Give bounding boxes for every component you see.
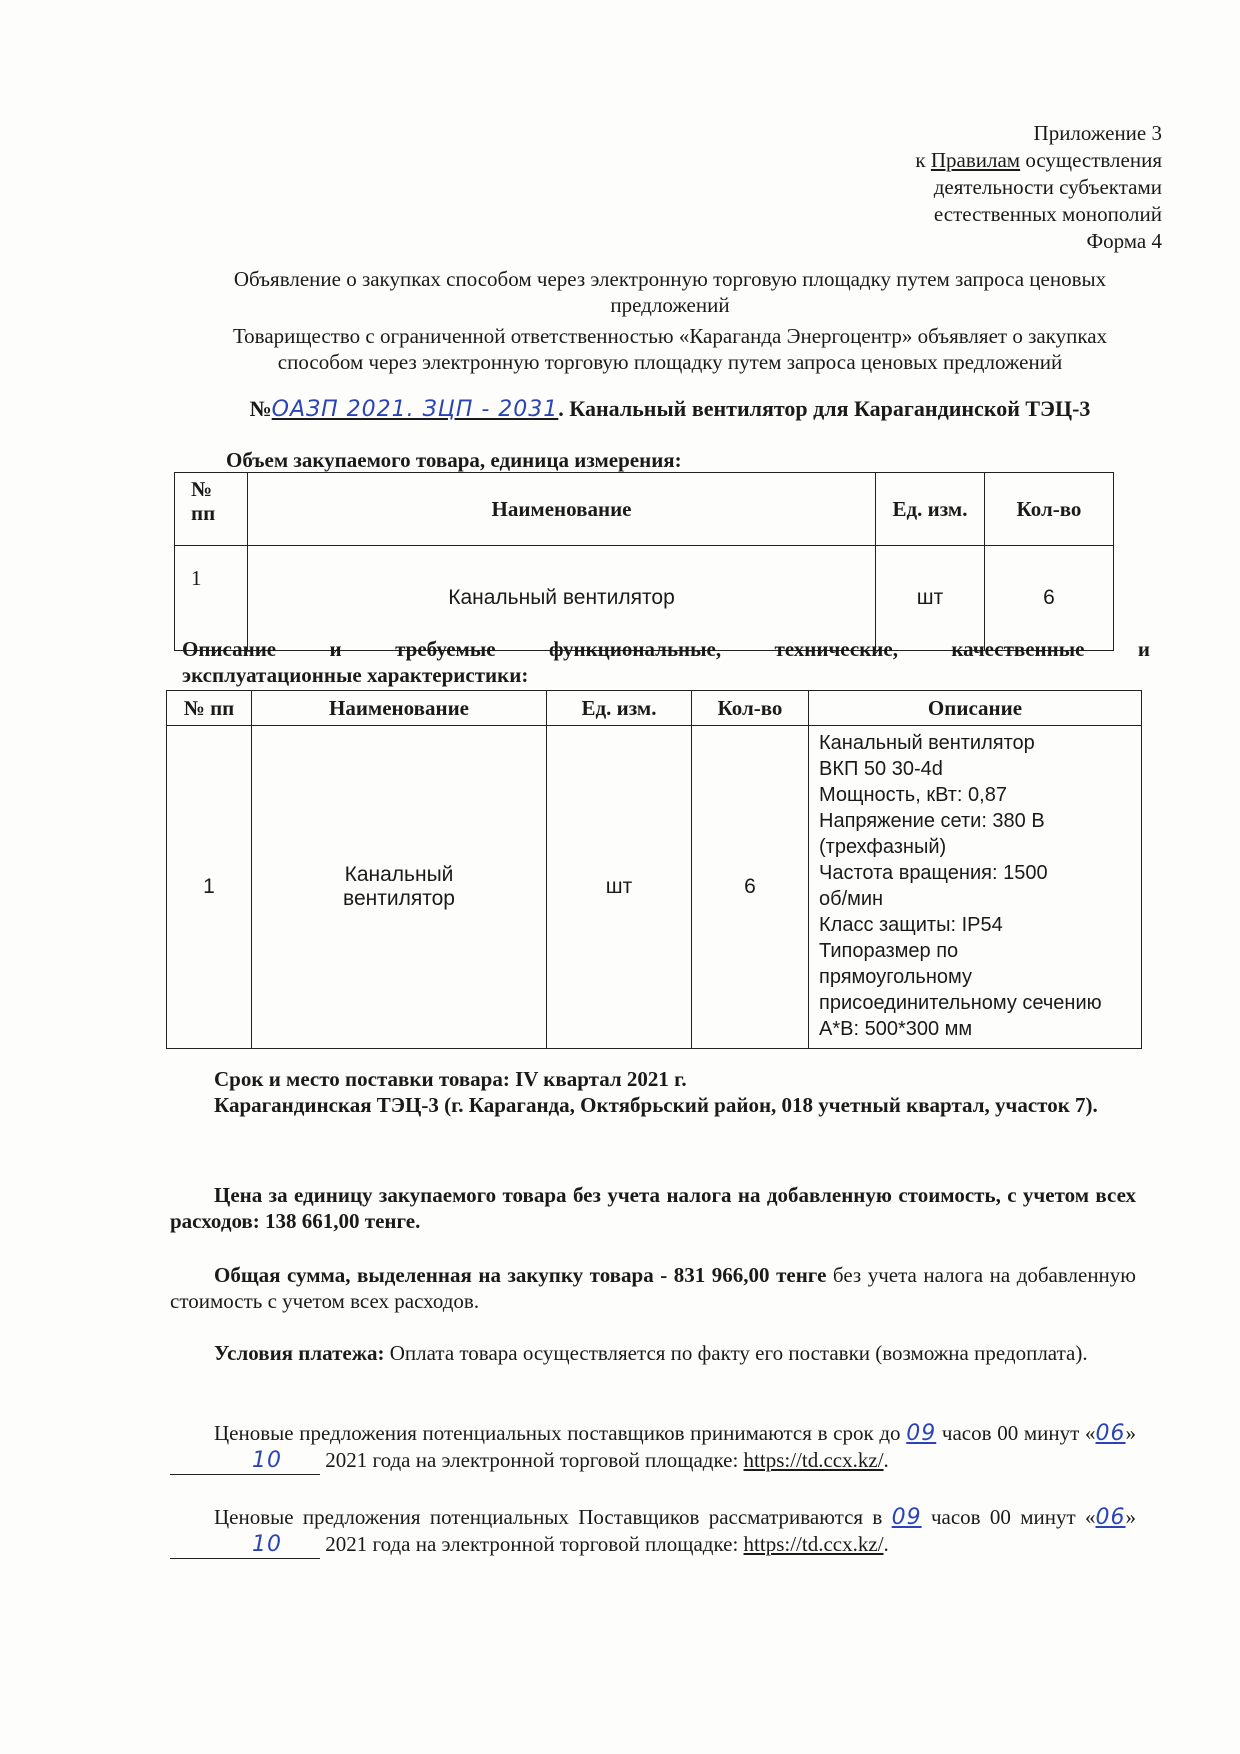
submission-day: 06 <box>1095 1421 1126 1446</box>
volume-heading: Объем закупаемого товара, единица измерения: <box>226 448 682 472</box>
review-month: 10 <box>170 1531 320 1559</box>
desc-line: Мощность, кВт: 0,87 <box>819 784 1007 806</box>
table-header-row <box>175 473 1114 546</box>
desc-line: Напряжение сети: 380 В <box>819 810 1045 832</box>
rules-link[interactable]: Правилам <box>930 148 1021 172</box>
desc-line: Канальный вентилятор <box>819 732 1035 754</box>
description-heading-line-2: эксплуатационные характеристики: <box>182 663 529 687</box>
cell-no: 1 <box>167 726 252 1049</box>
payment-label: Условия платежа: <box>214 1341 385 1365</box>
delivery-term: Срок и место поставки товара: IV квартал 2021 г. <box>214 1067 687 1091</box>
announcement-heading: Объявление о закупках способом через электронную торговую площадку путем запроса ценовых предложений <box>233 267 1107 317</box>
appendix-suffix: осуществления <box>1020 148 1162 172</box>
total-amount-bold: Общая сумма, выделенная на закупку товара - 831 966,00 тенге <box>214 1263 827 1287</box>
form-number: Форма 4 <box>1086 229 1162 253</box>
lot-title <box>190 396 1150 422</box>
total-amount-rest: без учета налога на добавленную стоимость с учетом всех расходов. <box>170 1263 1136 1313</box>
desc-line: ВКП 50 30-4d <box>819 758 943 780</box>
appendix-line-1: Приложение 3 <box>1033 121 1162 145</box>
table-header-row <box>167 691 1142 726</box>
review-url-link[interactable]: https://td.ccx.kz/ <box>743 1532 884 1556</box>
header-qty: Кол-во <box>692 691 809 726</box>
payment-terms <box>170 1340 1136 1366</box>
header-qty: Кол-во <box>985 473 1114 546</box>
lot-number-handwritten: ОАЗП 2021. ЗЦП - 2031 <box>271 397 559 422</box>
appendix-line-3: деятельности субъектами <box>933 175 1162 199</box>
header-unit: Ед. изм. <box>876 473 985 546</box>
header-name: Наименование <box>252 691 547 726</box>
desc-line: A*B: 500*300 мм <box>819 1018 973 1040</box>
cell-no: 1 <box>175 546 248 651</box>
cell-unit: шт <box>876 546 985 651</box>
submission-hour: 09 <box>906 1421 937 1446</box>
header-unit: Ед. изм. <box>547 691 692 726</box>
appendix-line-2 <box>915 147 1162 174</box>
submission-url-link[interactable]: https://td.ccx.kz/ <box>743 1448 884 1472</box>
cell-name: Канальный вентилятор <box>248 546 876 651</box>
appendix-line-4: естественных монополий <box>933 202 1162 226</box>
cell-description <box>809 726 1142 1049</box>
volume-table <box>174 472 1114 651</box>
cell-qty: 6 <box>692 726 809 1049</box>
cell-unit: шт <box>547 726 692 1049</box>
delivery-place: Карагандинская ТЭЦ-3 (г. Караганда, Октябрьский район, 018 учетный квартал, участок 7). <box>214 1093 1098 1117</box>
company-announcement: Товарищество с ограниченной ответственностью «Караганда Энергоцентр» объявляет о закупках способом через электронную торговую площадку путем запроса ценовых предложений <box>232 324 1108 374</box>
desc-line: прямоугольному <box>819 966 972 988</box>
announcement-title <box>190 266 1150 375</box>
header-name: Наименование <box>248 473 876 546</box>
desc-line: Класс защиты: IP54 <box>819 914 1003 936</box>
desc-line: присоединительному сечению <box>819 992 1102 1014</box>
lot-name: . Канальный вентилятор для Карагандинской ТЭЦ-3 <box>558 396 1091 421</box>
deadline-review: Ценовые предложения потенциальных Поставщиков рассматриваются в 09 часов 00 минут «06» 10 2021 года на электронной торговой площадке: https://td.ccx.kz/. <box>170 1504 1136 1559</box>
desc-line: Частота вращения: 1500 <box>819 862 1048 884</box>
description-heading-line-1: Описание и требуемые функциональные, технические, качественные и <box>182 637 1150 661</box>
unit-price: Цена за единицу закупаемого товара без учета налога на добавленную стоимость, с учетом всех расходов: 138 661,00 тенге. <box>170 1183 1136 1233</box>
header-no: № пп <box>167 691 252 726</box>
appendix-prefix: к <box>915 148 931 172</box>
review-day: 06 <box>1095 1505 1126 1530</box>
description-table <box>166 690 1142 1049</box>
header-no: № пп <box>175 473 248 546</box>
deadline-submission: Ценовые предложения потенциальных поставщиков принимаются в срок до 09 часов 00 минут «06» 10 2021 года на электронной торговой площадке: https://td.ccx.kz/. <box>170 1420 1136 1475</box>
delivery-block <box>170 1066 1136 1118</box>
review-hour: 09 <box>891 1505 922 1530</box>
table-row <box>167 726 1142 1049</box>
submission-month: 10 <box>170 1447 320 1475</box>
cell-name: Канальный вентилятор <box>252 726 547 1049</box>
desc-line: (трехфазный) <box>819 836 947 858</box>
desc-line: об/мин <box>819 888 884 910</box>
payment-text: Оплата товара осуществляется по факту его поставки (возможна предоплата). <box>384 1341 1088 1365</box>
table-row <box>175 546 1114 651</box>
desc-line: Типоразмер по <box>819 940 959 962</box>
total-amount <box>170 1262 1136 1314</box>
lot-number-sign: № <box>249 396 272 421</box>
cell-qty: 6 <box>985 546 1114 651</box>
header-description: Описание <box>809 691 1142 726</box>
appendix-header <box>915 120 1162 255</box>
